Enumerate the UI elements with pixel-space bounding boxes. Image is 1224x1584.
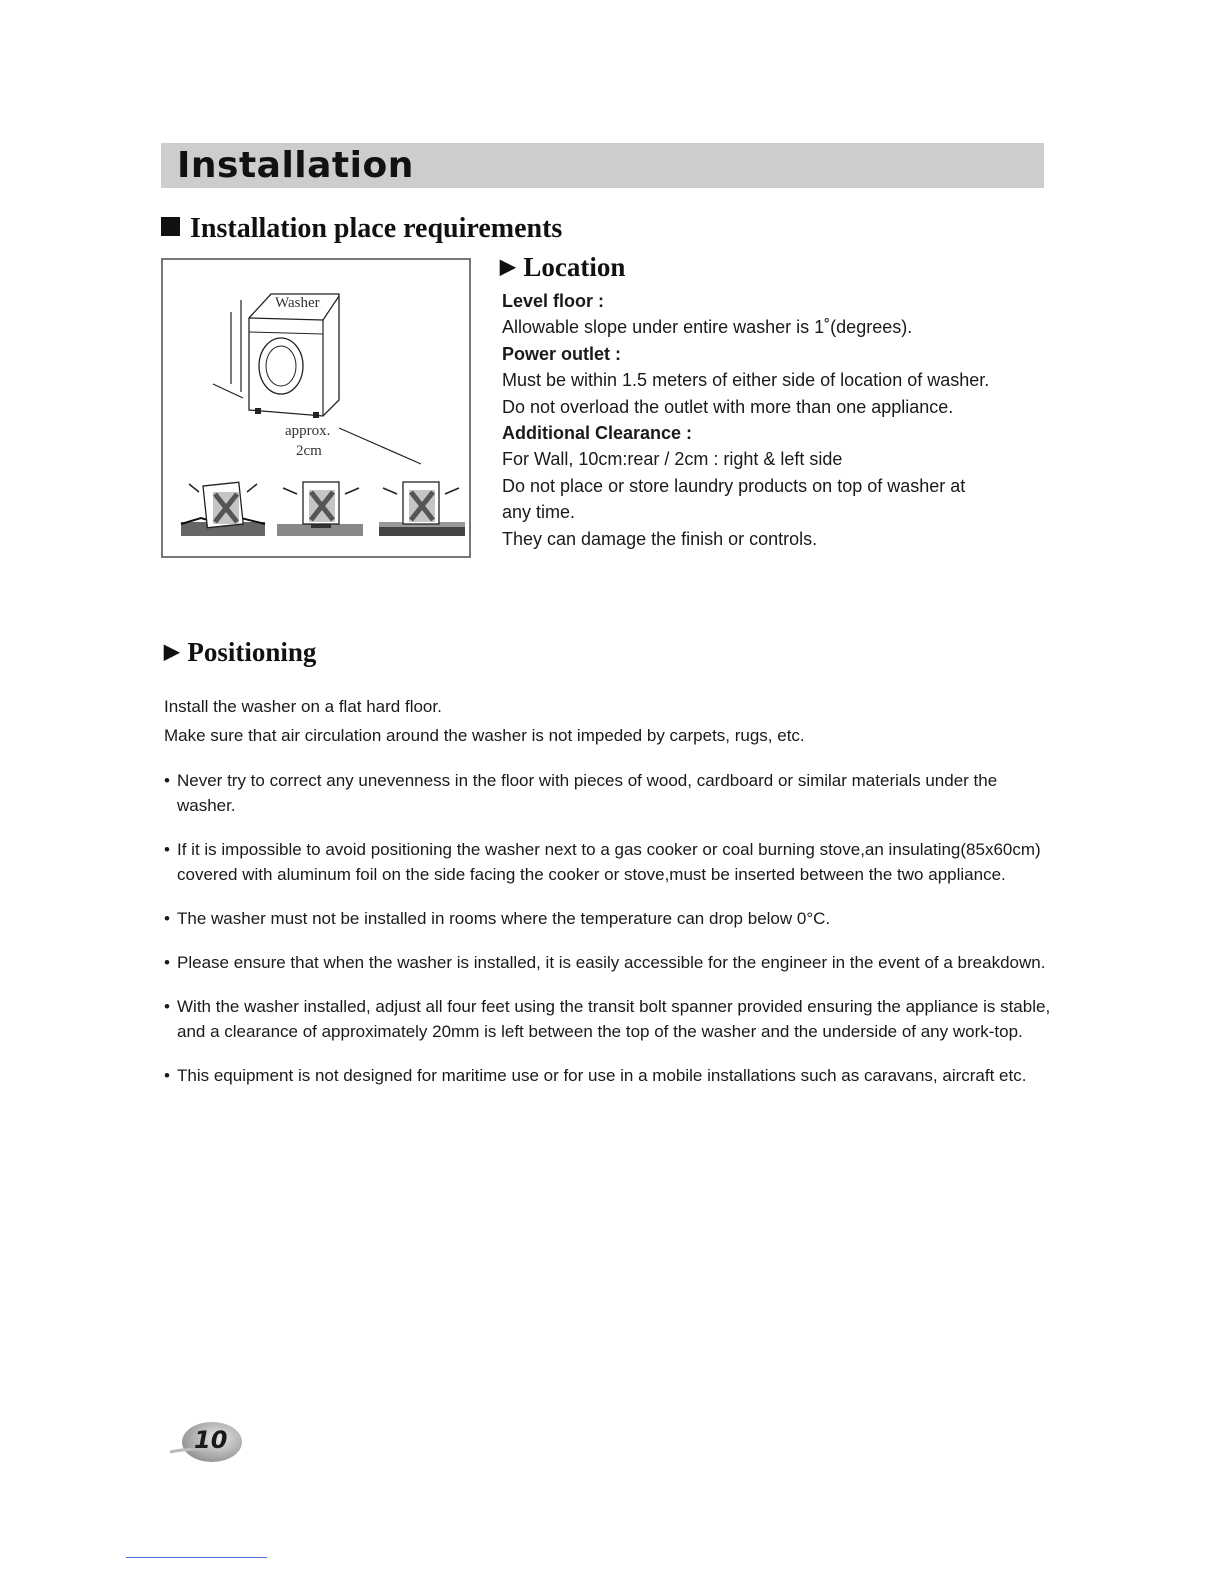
bullet-dot-icon: • [164, 997, 170, 1016]
section-title: Installation place requirements [190, 213, 563, 244]
triangle-bullet-icon: ▶ [164, 641, 180, 663]
bullet-dot-icon: • [164, 1066, 170, 1085]
bullet-dot-icon: • [164, 909, 170, 928]
section-heading [161, 213, 562, 245]
page-number: 10 [194, 1426, 228, 1454]
clearance-label: Additional Clearance : [502, 423, 693, 444]
list-item [164, 1063, 1054, 1088]
power-outlet-line1: Must be within 1.5 meters of either side of location of washer. [502, 370, 990, 391]
title-bar [161, 143, 1044, 188]
triangle-bullet-icon: ▶ [500, 256, 516, 278]
list-item [164, 994, 1054, 1044]
page-title: Installation [177, 145, 414, 186]
bullet-dot-icon: • [164, 771, 170, 790]
positioning-bullet-list [164, 768, 1054, 1107]
bullet-dot-icon: • [164, 953, 170, 972]
bullet-text: If it is impossible to avoid positioning the washer next to a gas cooker or coal burning stove,an insulating(85x60cm) covered with aluminum foil on the side facing the cooker or stove,must be inserted between the two appliance. [177, 840, 1041, 884]
power-outlet-label: Power outlet : [502, 343, 622, 364]
bullet-dot-icon: • [164, 840, 170, 859]
list-item [164, 906, 1054, 931]
bullet-text: Please ensure that when the washer is installed, it is easily accessible for the engineer in the event of a breakdown. [177, 953, 1046, 972]
washer-label: Washer [275, 295, 320, 311]
installation-figure [161, 258, 471, 558]
level-floor-label: Level floor : [502, 291, 605, 311]
list-item [164, 768, 1054, 818]
location-heading [500, 252, 625, 283]
level-floor-text: Allowable slope under entire washer is 1˚(degrees). [502, 317, 913, 338]
bullet-text: With the washer installed, adjust all four feet using the transit bolt spanner provided ensuring the appliance is stable, and a clearance of approximately 20mm is left between the top of the washer and the underside of any work-top. [177, 997, 1051, 1041]
uneven-floor-scene-1 [181, 482, 265, 536]
location-details [502, 288, 1062, 552]
positioning-heading [164, 637, 316, 668]
clearance-line4: They can damage the finish or controls. [502, 528, 818, 549]
positioning-intro-1: Install the washer on a flat hard floor. [164, 697, 442, 716]
positioning-intro-2: Make sure that air circulation around the washer is not impeded by carpets, rugs, etc. [164, 726, 805, 745]
uneven-floor-scene-3 [379, 482, 465, 536]
distance-label: 2cm [296, 443, 322, 459]
positioning-intro [164, 692, 1064, 750]
bullet-text: Never try to correct any unevenness in the floor with pieces of wood, cardboard or similar materials under the washer. [177, 771, 998, 815]
power-outlet-line2: Do not overload the outlet with more than one appliance. [502, 396, 954, 417]
bottom-link-rule [126, 1557, 267, 1558]
uneven-floor-scene-2 [277, 482, 363, 536]
clearance-line3: any time. [502, 502, 576, 523]
page-number-badge [168, 1420, 244, 1464]
list-item [164, 837, 1054, 887]
positioning-heading-text: Positioning [187, 637, 317, 667]
square-bullet-icon [161, 217, 180, 236]
bullet-text: The washer must not be installed in rooms where the temperature can drop below 0°C. [177, 909, 831, 928]
bullet-text: This equipment is not designed for maritime use or for use in a mobile installations such as caravans, aircraft etc. [177, 1066, 1027, 1085]
clearance-line1: For Wall, 10cm:rear / 2cm : right & left side [502, 449, 843, 470]
location-heading-text: Location [523, 252, 626, 282]
clearance-line2: Do not place or store laundry products on top of washer at [502, 475, 966, 496]
list-item [164, 950, 1054, 975]
approx-label: approx. [285, 423, 331, 439]
